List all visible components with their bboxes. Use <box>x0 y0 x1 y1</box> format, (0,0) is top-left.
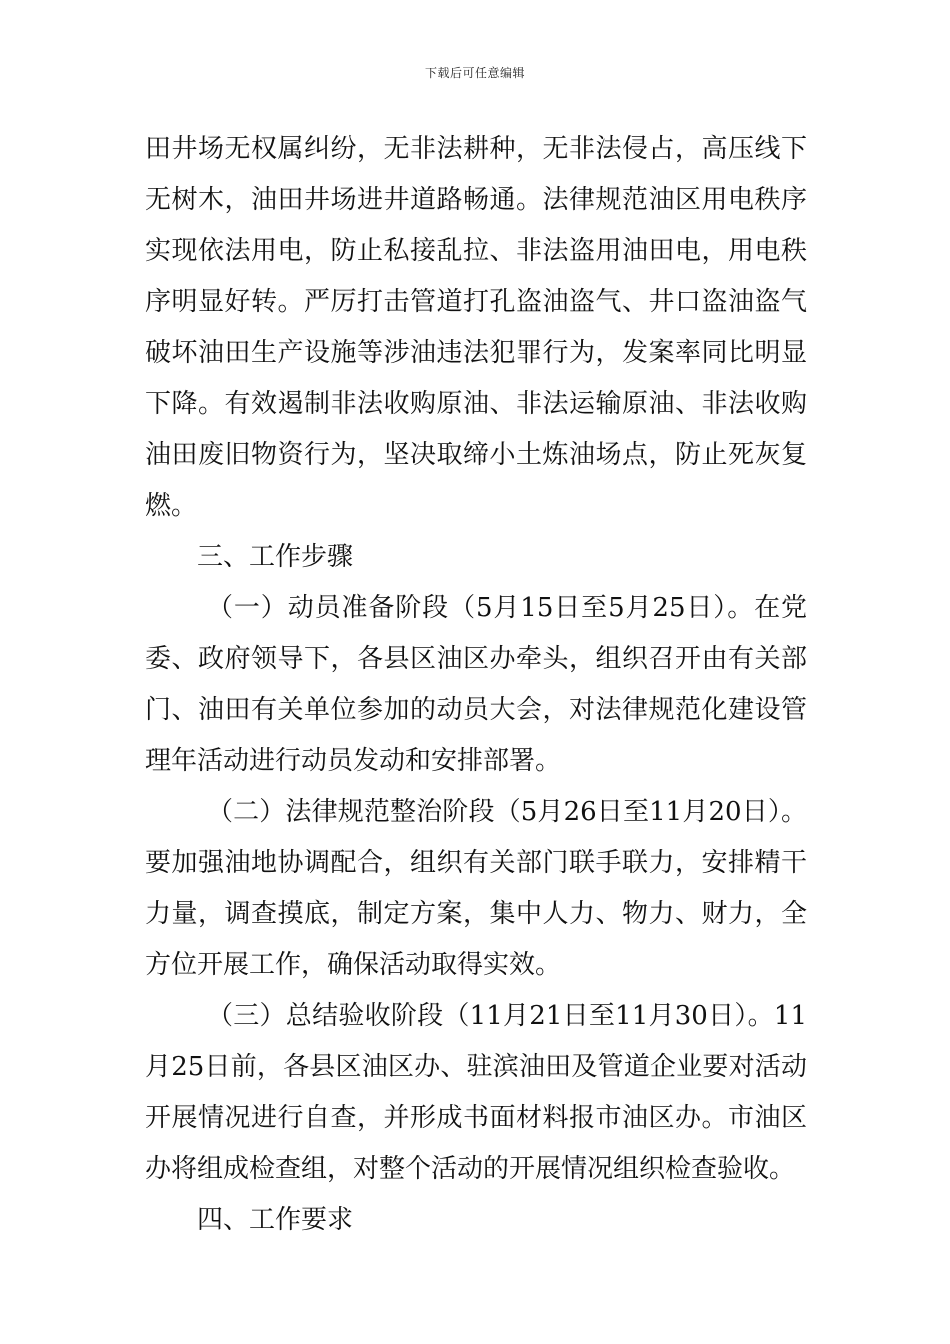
page-header-note: 下载后可任意编辑 <box>424 66 525 80</box>
paragraph-continuation: 田井场无权属纠纷，无非法耕种，无非法侵占，高压线下无树木，油田井场进井道路畅通。法律规范油区用电秩序实现依法用电，防止私接乱拉、非法盗用油田电，用电秩序明显好转。严厉打击管道打孔盗油盗气、井口盗油盗气破坏油田生产设施等涉油违法犯罪行为，发案率同比明显下降。有效遏制非法收购原油、非法运输原油、非法收购油田废旧物资行为，坚决取缔小土炼油场点，防止死灰复燃。 <box>145 134 807 521</box>
paragraph-step-two: （二）法律规范整治阶段（5月26日至11月20日）。要加强油地协调配合，组织有关部门联手联力，安排精干力量，调查摸底，制定方案，集中人力、物力、财力，全方位开展工作，确保活动取得实效。 <box>145 797 807 980</box>
section-heading-work-steps: 三、工作步骤 <box>197 542 354 572</box>
paragraph-step-three: （三）总结验收阶段（11月21日至11月30日）。11月25日前，各县区油区办、驻滨油田及管道企业要对活动开展情况进行自查，并形成书面材料报市油区办。市油区办将组成检查组，对整个活动的开展情况组织检查验收。 <box>145 1001 807 1184</box>
section-heading-work-requirements: 四、工作要求 <box>197 1205 354 1235</box>
document-body <box>145 124 807 1246</box>
paragraph-step-one: （一）动员准备阶段（5月15日至5月25日）。在党委、政府领导下，各县区油区办牵头，组织召开由有关部门、油田有关单位参加的动员大会，对法律规范化建设管理年活动进行动员发动和安排部署。 <box>145 593 807 776</box>
